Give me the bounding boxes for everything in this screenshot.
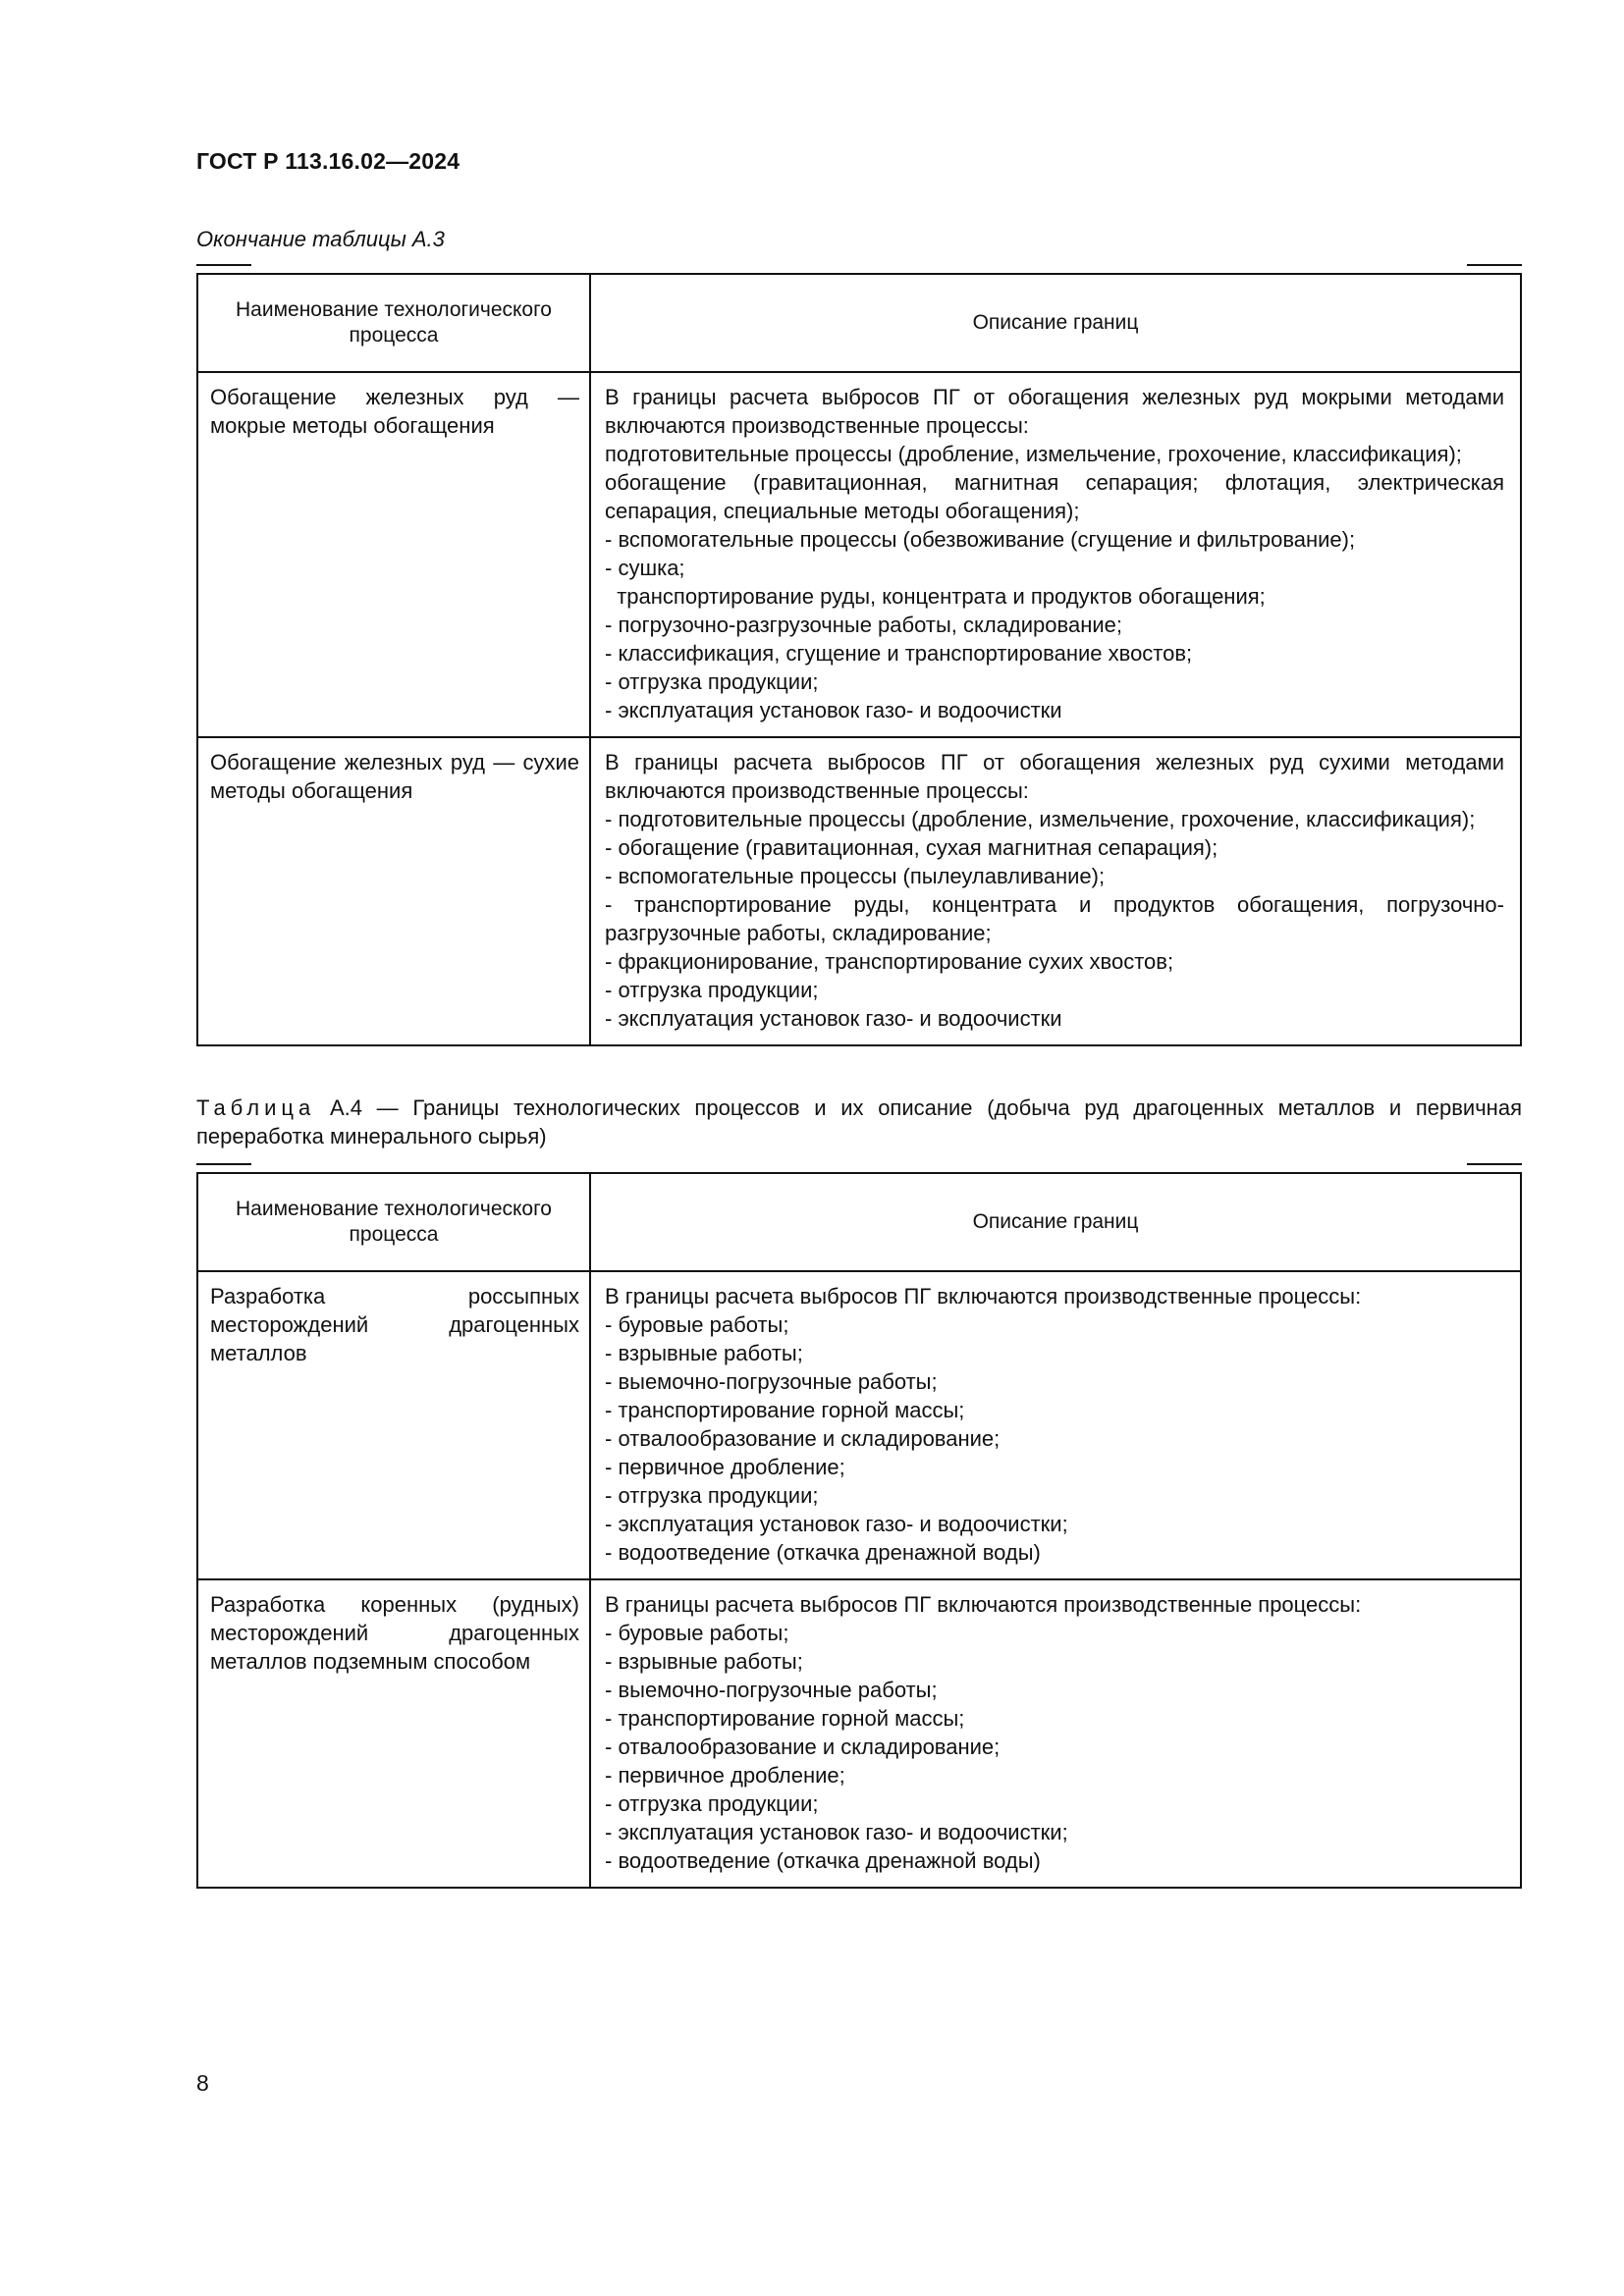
page-number: 8 — [196, 2070, 209, 2096]
description-line: В границы расчета выбросов ПГ включаются производственные процессы: — [605, 1284, 1362, 1308]
description-line: - отвалообразование и складирование; — [605, 1426, 1001, 1451]
description-line: В границы расчета выбросов ПГ от обогащения железных руд мокрыми методами включаются производственные процессы: — [605, 385, 1504, 438]
description-line: - эксплуатация установок газо- и водоочистки; — [605, 1820, 1068, 1844]
process-name-cell: Разработка россыпных месторождений драгоценных металлов — [197, 1271, 590, 1579]
table-row — [197, 372, 1521, 737]
description-line: - погрузочно-разгрузочные работы, складирование; — [605, 613, 1122, 637]
description-line: - выемочно-погрузочные работы; — [605, 1678, 938, 1702]
table-a4-caption-label: Таблица — [196, 1095, 316, 1120]
description-line: - подготовительные процессы (дробление, измельчение, грохочение, классификация); — [605, 807, 1476, 831]
description-line: - эксплуатация установок газо- и водоочистки — [605, 1006, 1062, 1031]
table-a4-header-row — [197, 1173, 1521, 1271]
table-a3-header-row — [197, 274, 1521, 372]
description-line: - водоотведение (откачка дренажной воды) — [605, 1540, 1041, 1565]
table-continuation-mark-left — [196, 264, 251, 266]
description-line: - транспортирование руды, концентрата и продуктов обогащения, погрузочно-разгрузочные работы, складирование; — [605, 892, 1504, 945]
table-row — [197, 1271, 1521, 1579]
description-line: подготовительные процессы (дробление, измельчение, грохочение, классификация); — [605, 442, 1462, 466]
process-description-cell — [590, 372, 1521, 737]
table-continuation-mark-right — [1467, 1163, 1522, 1165]
table-a3-continuation-caption: Окончание таблицы А.3 — [196, 227, 445, 251]
process-name-cell: Обогащение железных руд — сухие методы обогащения — [197, 737, 590, 1045]
table-a3-wrap — [196, 273, 1522, 1046]
process-name-cell: Обогащение железных руд — мокрые методы обогащения — [197, 372, 590, 737]
description-line: - отгрузка продукции; — [605, 978, 819, 1002]
page-content — [196, 147, 1522, 1889]
description-line: - выемочно-погрузочные работы; — [605, 1369, 938, 1394]
description-line: - водоотведение (откачка дренажной воды) — [605, 1848, 1041, 1873]
description-line: В границы расчета выбросов ПГ включаются производственные процессы: — [605, 1592, 1362, 1617]
table-row — [197, 737, 1521, 1045]
table-a3 — [196, 273, 1522, 1046]
table-a3-col-header-description: Описание границ — [590, 274, 1521, 372]
description-line: - фракционирование, транспортирование сухих хвостов; — [605, 949, 1174, 974]
table-a4 — [196, 1172, 1522, 1889]
description-line: - обогащение (гравитационная, сухая магнитная сепарация); — [605, 835, 1218, 860]
description-line: обогащение (гравитационная, магнитная сепарация; флотация, электрическая сепарация, специальные методы обогащения); — [605, 470, 1504, 523]
description-line: - вспомогательные процессы (пылеулавливание); — [605, 864, 1106, 888]
description-line: - транспортирование горной массы; — [605, 1398, 965, 1422]
description-line: - эксплуатация установок газо- и водоочистки — [605, 698, 1062, 722]
description-line: В границы расчета выбросов ПГ от обогащения железных руд сухими методами включаются производственные процессы: — [605, 750, 1504, 803]
description-line: - эксплуатация установок газо- и водоочистки; — [605, 1512, 1068, 1536]
description-line: - буровые работы; — [605, 1312, 789, 1337]
description-line: - отвалообразование и складирование; — [605, 1735, 1001, 1759]
description-line: - отгрузка продукции; — [605, 669, 819, 694]
description-line: - сушка; — [605, 556, 685, 580]
table-a4-col-header-process: Наименование технологического процесса — [197, 1173, 590, 1271]
description-line: - буровые работы; — [605, 1621, 789, 1645]
table-a3-col-header-process: Наименование технологического процесса — [197, 274, 590, 372]
table-row — [197, 1579, 1521, 1888]
description-line: - отгрузка продукции; — [605, 1791, 819, 1816]
description-line: - вспомогательные процессы (обезвоживание (сгущение и фильтрование); — [605, 527, 1356, 552]
table-a4-col-header-description: Описание границ — [590, 1173, 1521, 1271]
table-continuation-mark-left — [196, 1163, 251, 1165]
process-name-cell: Разработка коренных (рудных) месторождений драгоценных металлов подземным способом — [197, 1579, 590, 1888]
document-code: ГОСТ Р 113.16.02—2024 — [196, 148, 460, 174]
table-a4-wrap — [196, 1172, 1522, 1889]
description-line: - классификация, сгущение и транспортирование хвостов; — [605, 641, 1193, 666]
description-line: транспортирование руды, концентрата и продуктов обогащения; — [605, 584, 1266, 609]
description-line: - первичное дробление; — [605, 1455, 845, 1479]
table-a4-caption-text: А.4 — Границы технологических процессов и их описание (добыча руд драгоценных металлов и первичная переработка минерального сырья) — [196, 1095, 1522, 1148]
description-line: - взрывные работы; — [605, 1649, 803, 1674]
process-description-cell — [590, 737, 1521, 1045]
description-line: - первичное дробление; — [605, 1763, 845, 1788]
table-continuation-mark-right — [1467, 264, 1522, 266]
description-line: - транспортирование горной массы; — [605, 1706, 965, 1731]
table-a4-caption — [196, 1094, 1522, 1150]
description-line: - отгрузка продукции; — [605, 1483, 819, 1508]
process-description-cell — [590, 1579, 1521, 1888]
process-description-cell — [590, 1271, 1521, 1579]
description-line: - взрывные работы; — [605, 1341, 803, 1365]
